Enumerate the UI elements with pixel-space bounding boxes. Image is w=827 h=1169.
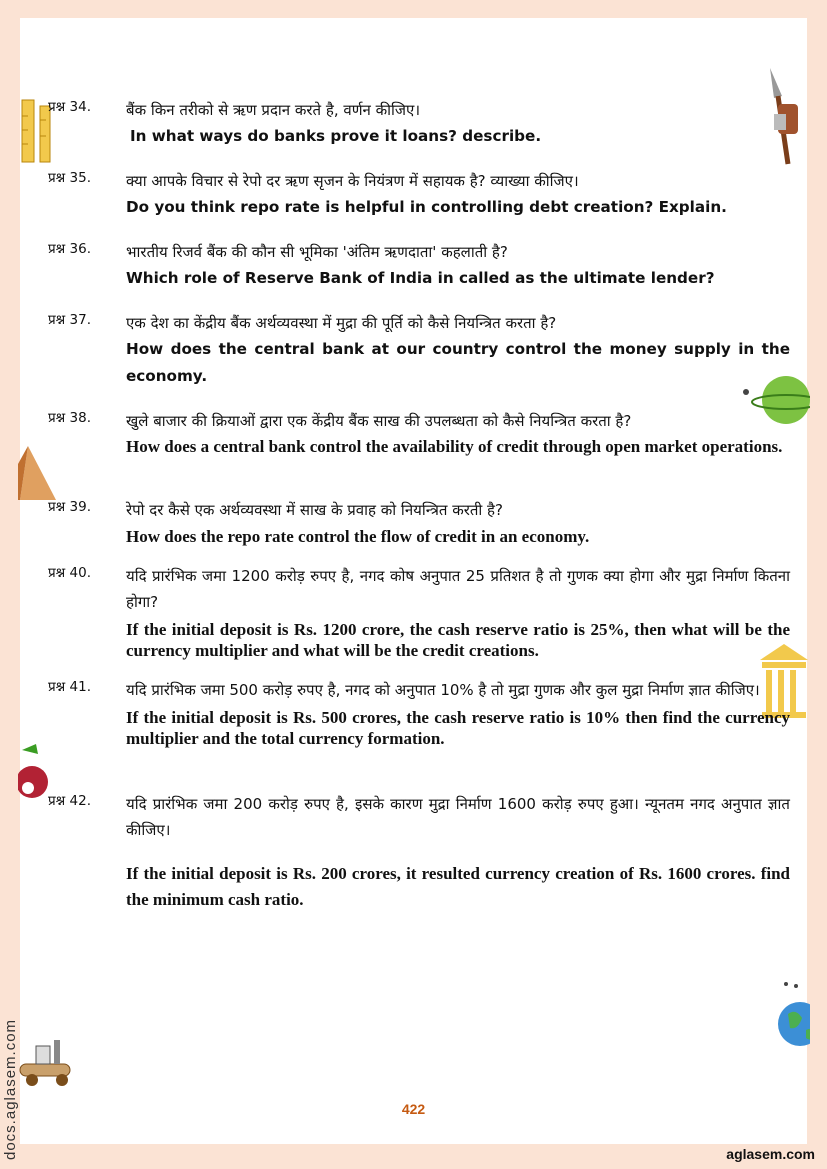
question-hindi: बैंक किन तरीको से ऋण प्रदान करते है, वर्णन कीजिए। — [126, 101, 421, 119]
question-number: प्रश्न 39. — [48, 499, 91, 515]
question-number: प्रश्न 38. — [48, 410, 91, 426]
question-english: If the initial deposit is Rs. 200 crores, it resulted currency creation of Rs. 1600 crores. find the minimum cash ratio. — [126, 864, 790, 909]
question-42 — [48, 791, 790, 913]
question-english: Do you think repo rate is helpful in controlling debt creation? Explain. — [126, 198, 727, 216]
question-hindi: यदि प्रारंभिक जमा 500 करोड़ रुपए है, नगद को अनुपात 10% है तो मुद्रा गुणक और कुल मुद्रा निर्माण ज्ञात कीजिए। — [126, 681, 760, 699]
question-hindi: भारतीय रिजर्व बैंक की कौन सी भूमिका 'अंतिम ऋणदाता' कहलाती है? — [126, 243, 508, 261]
side-watermark: docs.aglasem.com — [2, 1018, 19, 1160]
question-number: प्रश्न 34. — [48, 99, 91, 115]
question-40 — [48, 563, 790, 661]
page-number: 422 — [401, 1101, 426, 1117]
question-hindi: क्या आपके विचार से रेपो दर ऋण सृजन के नियंत्रण में सहायक है? व्याख्या कीजिए। — [126, 172, 579, 190]
cart-icon — [18, 1036, 80, 1088]
question-number: प्रश्न 40. — [48, 565, 91, 581]
brand-link[interactable]: aglasem.com — [726, 1146, 815, 1162]
question-number: प्रश्न 42. — [48, 793, 91, 809]
question-english: How does a central bank control the availability of credit through open market operations. — [126, 437, 783, 456]
question-english: In what ways do banks prove it loans? describe. — [130, 127, 542, 145]
question-hindi: यदि प्रारंभिक जमा 1200 करोड़ रुपए है, नगद कोष अनुपात 25 प्रतिशत है तो गुणक क्या होगा और मुद्रा निर्माण कितना होगा? — [126, 567, 790, 611]
question-number: प्रश्न 35. — [48, 170, 91, 186]
globe-icon — [776, 978, 810, 1052]
question-number: प्रश्न 37. — [48, 312, 91, 328]
question-english: If the initial deposit is Rs. 1200 crore, the cash reserve ratio is 25%, then what will be the currency multiplier and what will be the credit creations. — [126, 620, 790, 660]
question-hindi: यदि प्रारंभिक जमा 200 करोड़ रुपए है, इसके कारण मुद्रा निर्माण 1600 करोड़ रुपए हुआ। न्यूनतम नगद अनुपात ज्ञात कीजिए। — [126, 795, 790, 839]
question-hindi: रेपो दर कैसे एक अर्थव्यवस्था में साख के प्रवाह को नियन्त्रित करती है? — [126, 501, 503, 519]
question-35 — [48, 168, 790, 221]
question-english: How does the central bank at our country control the money supply in the economy. — [126, 340, 790, 385]
question-english: How does the repo rate control the flow of credit in an economy. — [126, 527, 590, 546]
question-36 — [48, 239, 790, 292]
question-english: Which role of Reserve Bank of India in called as the ultimate lender? — [126, 269, 715, 287]
question-39 — [48, 497, 790, 547]
question-number: प्रश्न 36. — [48, 241, 91, 257]
question-number: प्रश्न 41. — [48, 679, 91, 695]
question-38 — [48, 408, 790, 457]
question-english: If the initial deposit is Rs. 500 crores, the cash reserve ratio is 10% then find the currency multiplier and the total currency formation. — [126, 708, 790, 748]
question-hindi: खुले बाजार की क्रियाओं द्वारा एक केंद्रीय बैंक साख की उपलब्धता को कैसे नियन्त्रित करता है? — [126, 412, 632, 430]
question-34 — [48, 97, 790, 150]
question-41 — [48, 677, 790, 749]
question-37 — [48, 310, 790, 390]
question-hindi: एक देश का केंद्रीय बैंक अर्थव्यवस्था में मुद्रा की पूर्ति को कैसे नियन्त्रित करता है? — [126, 314, 557, 332]
